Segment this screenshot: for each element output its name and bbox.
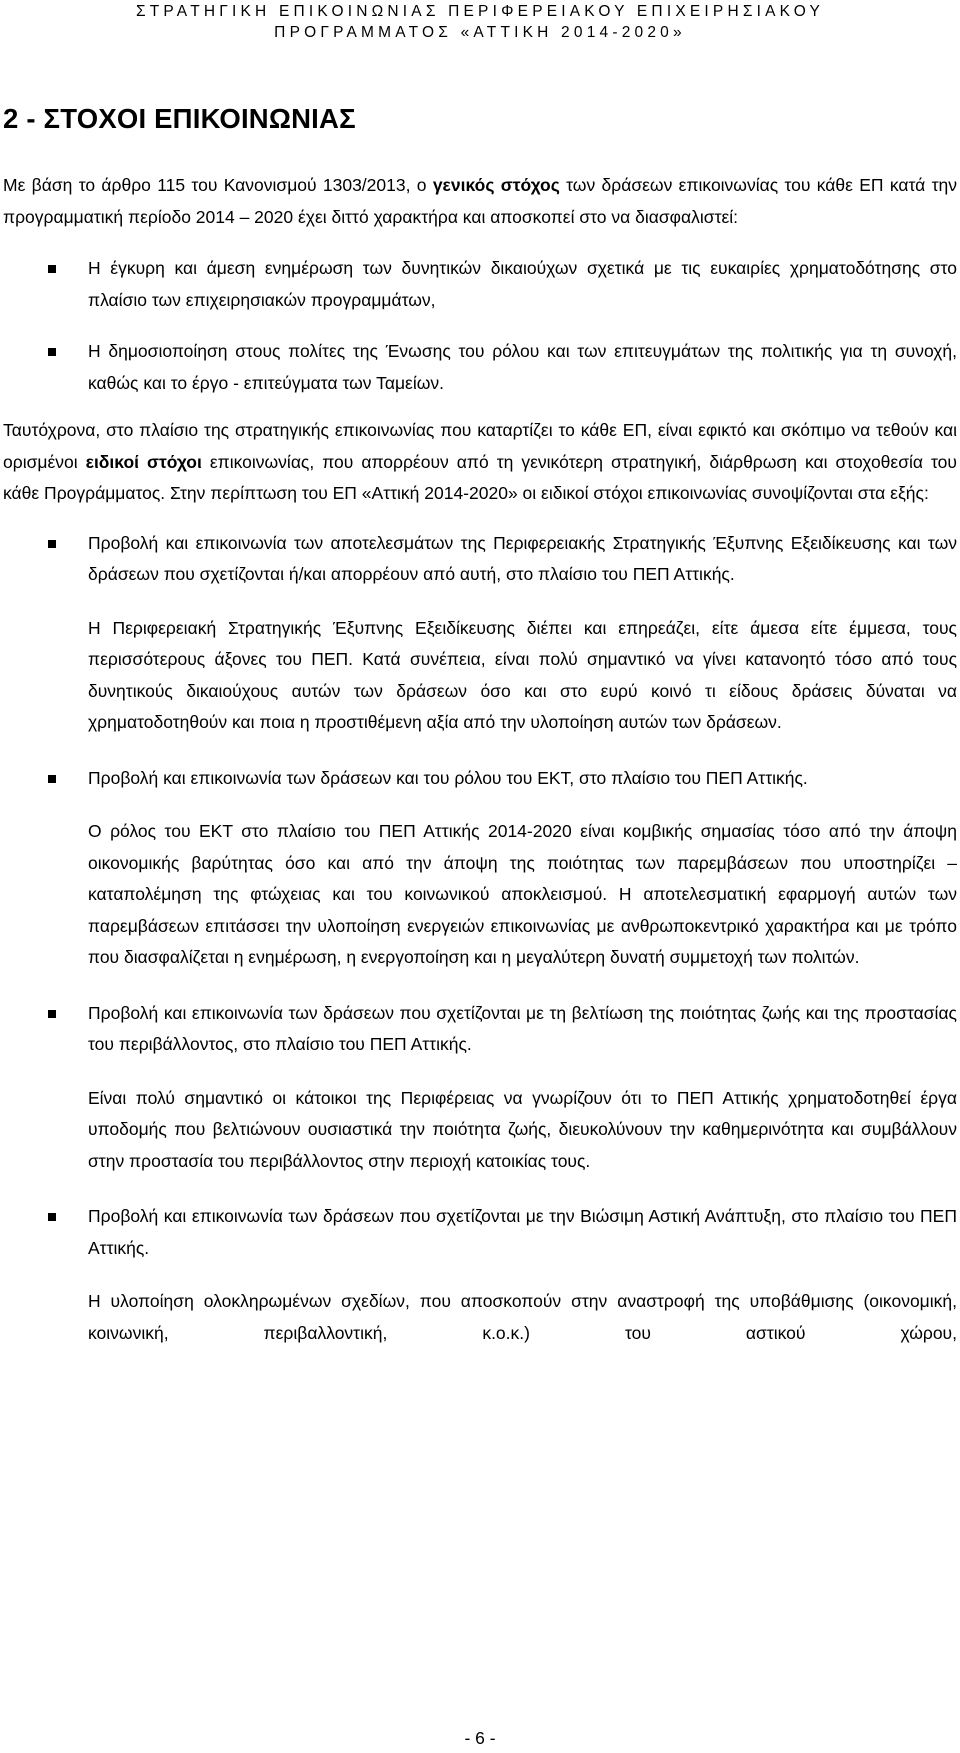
list-item — [3, 528, 957, 591]
goal-title: Προβολή και επικοινωνία των δράσεων και του ρόλου του ΕΚΤ, στο πλαίσιο του ΠΕΠ Αττικής. — [88, 767, 808, 788]
specific-goal-term: ειδικοί στόχοι — [85, 451, 202, 472]
list-item — [3, 763, 957, 795]
specific-goals-paragraph: Ταυτόχρονα, στο πλαίσιο της στρατηγικής επικοινωνίας που καταρτίζει το κάθε ΕΠ, είναι εφικτό και σκόπιμο να τεθούν και ορισμένοι ειδικοί στόχοι επικοινωνίας, που απορρέουν από τη γενικότερη στρατηγική, διάρθρωση και στοχοθεσία του κάθε Προγράμματος. Στην περίπτωση του ΕΠ «Αττική 2014-2020» οι ειδικοί στόχοι επικοινωνίας συνοψίζονται στα εξής: — [3, 420, 957, 503]
list-item — [3, 998, 957, 1061]
section-heading: 2 - ΣΤΟΧΟΙ ΕΠΙΚΟΙΝΩΝΙΑΣ — [3, 103, 356, 134]
goal-title: Προβολή και επικοινωνία των αποτελεσμάτων της Περιφερειακής Στρατηγικής Έξυπνης Εξειδίκευσης και των δράσεων που σχετίζονται ή/και απορρέουν από αυτή, στο πλαίσιο του ΠΕΠ Αττικής. — [88, 532, 957, 584]
square-bullet-icon — [48, 540, 56, 548]
goal-title: Προβολή και επικοινωνία των δράσεων που σχετίζονται με τη βελτίωση της ποιότητας ζωής και της προστασίας του περιβάλλοντος, στο πλαίσιο του ΠΕΠ Αττικής. — [88, 1002, 957, 1054]
square-bullet-icon — [48, 1010, 56, 1018]
page-number: - 6 - — [464, 1728, 496, 1748]
goal-title: Προβολή και επικοινωνία των δράσεων που σχετίζονται με την Βιώσιμη Αστική Ανάπτυξη, στο πλαίσιο του ΠΕΠ Αττικής. — [88, 1206, 957, 1258]
square-bullet-icon — [48, 348, 56, 356]
header-line-1: ΣΤΡΑΤΗΓΙΚΗ ΕΠΙΚΟΙΝΩΝΙΑΣ ΠΕΡΙΦΕΡΕΙΑΚΟΥ ΕΠΙΧΕΙΡΗΣΙΑΚΟΥ — [135, 3, 825, 20]
list-item — [3, 1201, 957, 1264]
header-line-2: ΠΡΟΓΡΑΜΜΑΤΟΣ «ΑΤΤΙΚΗ 2014-2020» — [274, 24, 686, 41]
specific-goals-list — [3, 528, 957, 591]
general-goal-term: γενικός στόχος — [432, 175, 560, 195]
document-body — [3, 170, 957, 1349]
square-bullet-icon — [48, 775, 56, 783]
square-bullet-icon — [48, 1213, 56, 1221]
list-item: Η έγκυρη και άμεση ενημέρωση των δυνητικών δικαιούχων σχετικά με τις ευκαιρίες χρηματοδότησης στο πλαίσιο των επιχειρησιακών προγραμμάτων, — [3, 253, 957, 316]
goal-detail: Η υλοποίηση ολοκληρωμένων σχεδίων, που αποσκοπούν στην αναστροφή της υποβάθμισης (οικονομική, κοινωνική, περιβαλλοντική, κ.ο.κ.) του αστικού χώρου, — [88, 1291, 957, 1343]
intro-paragraph: Με βάση το άρθρο 115 του Κανονισμού 1303/2013, ο γενικός στόχος των δράσεων επικοινωνίας του κάθε ΕΠ κατά την προγραμματική περίοδο 2014 – 2020 έχει διττό χαρακτήρα και αποσκοπεί στο να διασφαλιστεί: — [3, 175, 957, 227]
running-header — [0, 0, 960, 43]
list-item: Η δημοσιοποίηση στους πολίτες της Ένωσης του ρόλου και των επιτευγμάτων της πολιτικής για τη συνοχή, καθώς και το έργο - επιτεύγματα των Ταμείων. — [3, 336, 957, 399]
general-goals-list — [3, 253, 957, 399]
goal-detail: Ο ρόλος του ΕΚΤ στο πλαίσιο του ΠΕΠ Αττικής 2014-2020 είναι κομβικής σημασίας τόσο από την άποψη οικονομικής βαρύτητας όσο και από την άποψη της ποιότητας των παρεμβάσεων που υποστηρίζει – καταπολέμηση της φτώχειας και του κοινωνικού αποκλεισμού. Η αποτελεσματική εφαρμογή αυτών των παρεμβάσεων επιτάσσει την υλοποίηση ενεργειών επικοινωνίας με ανθρωποκεντρικό χαρακτήρα και με τρόπο που διασφαλίζεται η ενημέρωση, η ενεργοποίηση και η μεγαλύτερη δυνατή συμμετοχή των πολιτών. — [88, 821, 957, 967]
square-bullet-icon — [48, 265, 56, 273]
goal-detail: Είναι πολύ σημαντικό οι κάτοικοι της Περιφέρειας να γνωρίζουν ότι το ΠΕΠ Αττικής χρηματοδοτηθεί έργα υποδομής που βελτιώνουν ουσιαστικά την ποιότητα ζωής, διευκολύνουν την καθημερινότητα και συμβάλλουν στην προστασία του περιβάλλοντος στην περιοχή κατοικίας τους. — [88, 1087, 957, 1171]
goal-detail: Η Περιφερειακή Στρατηγικής Έξυπνης Εξειδίκευσης διέπει και επηρεάζει, είτε άμεσα είτε έμμεσα, τους περισσότερους άξονες του ΠΕΠ. Κατά συνέπεια, είναι πολύ σημαντικό να γίνει κατανοητό τόσο από τους δυνητικούς δικαιούχους αυτών των δράσεων όσο και στο ευρύ κοινό τι είδους δράσεις δύναται να χρηματοδοτηθούν και ποια η προστιθέμενη αξία από την υλοποίηση αυτών των δράσεων. — [88, 617, 957, 732]
